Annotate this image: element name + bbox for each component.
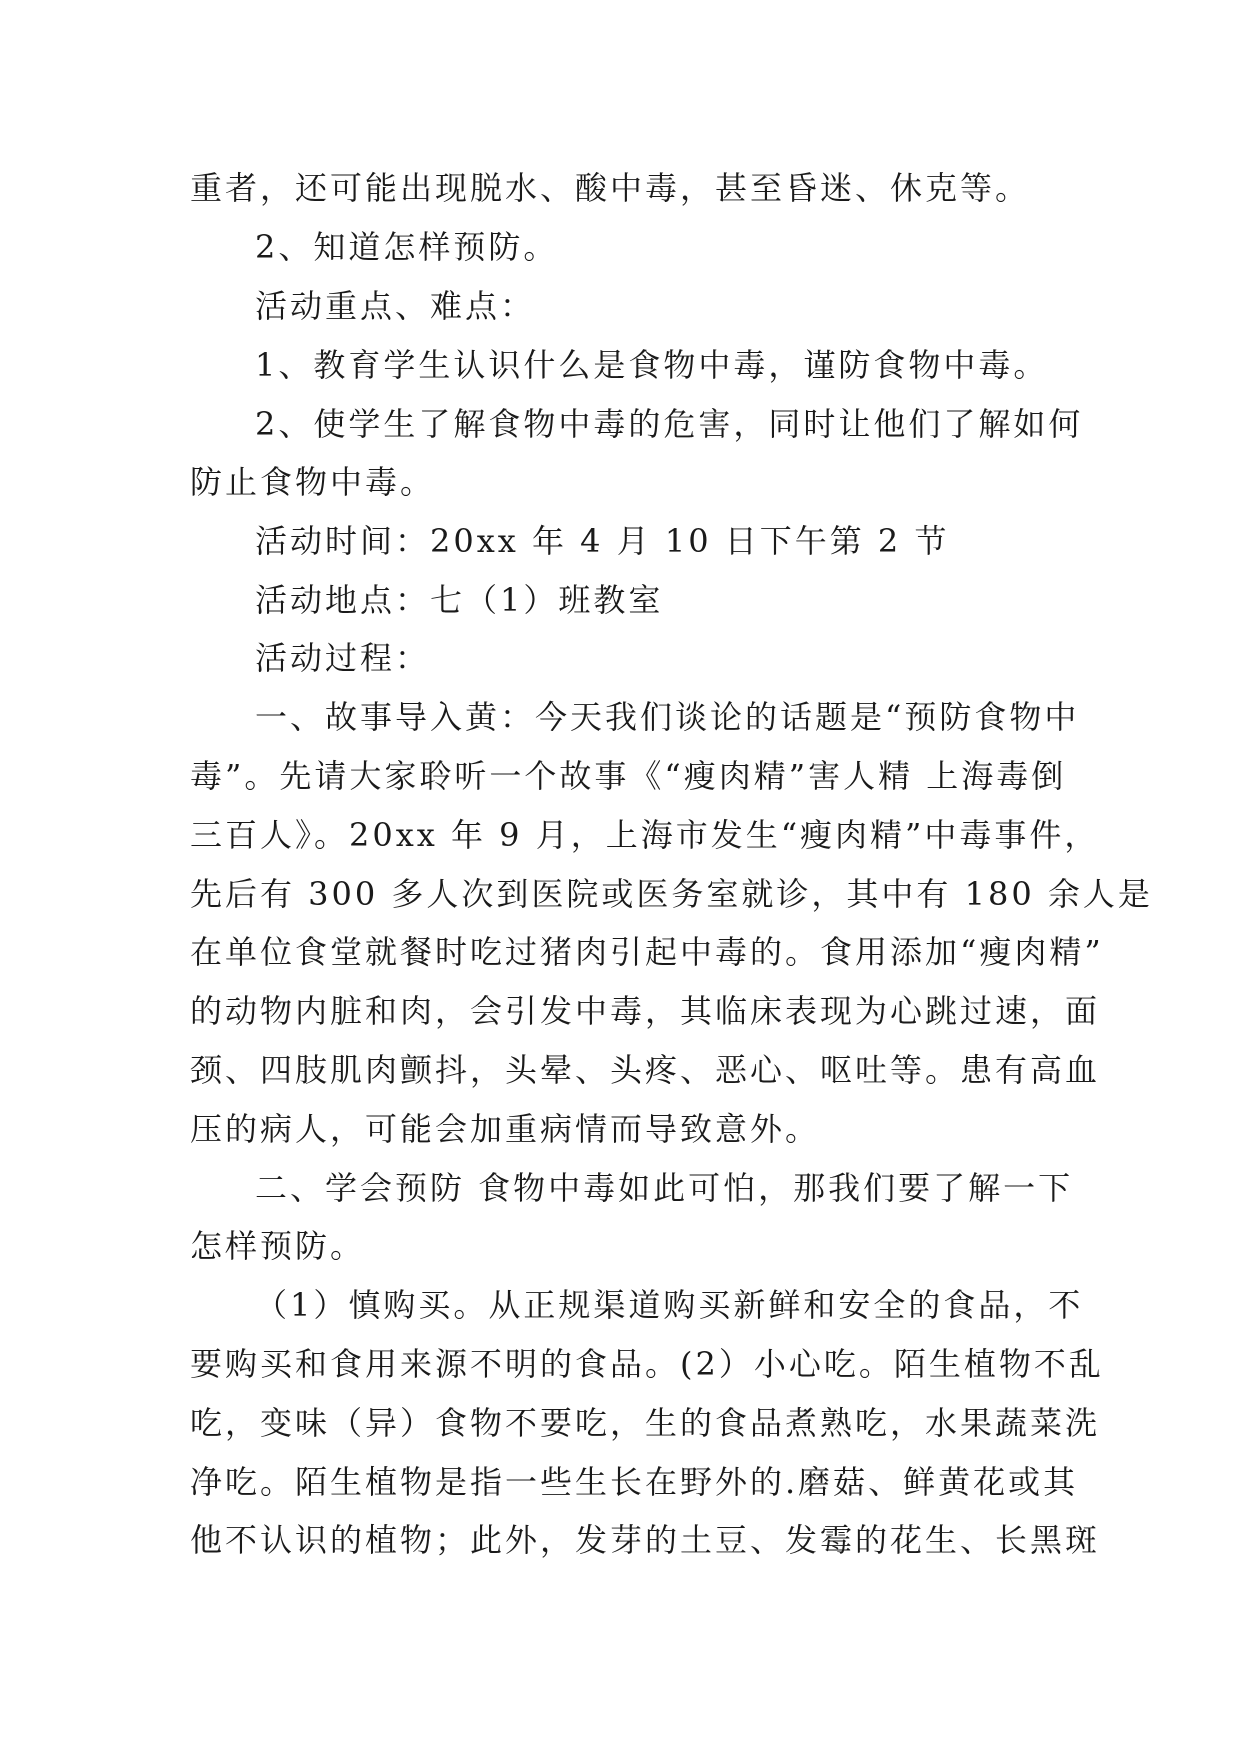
activity-location: 活动地点：七（1）班教室 [255,581,664,619]
text-line: 重者，还可能出现脱水、酸中毒，甚至昏迷、休克等。 [190,169,1031,207]
text-line: 2、使学生了解食物中毒的危害，同时让他们了解如何 [255,405,1084,443]
text-line: 防止食物中毒。 [190,463,436,501]
text-line: （1）慎购买。从正规渠道购买新鲜和安全的食品，不 [255,1286,1084,1324]
text-line: 怎样预防。 [190,1227,366,1265]
activity-time: 活动时间：20xx 年 4 月 10 日下午第 2 节 [255,522,950,560]
section-heading: 活动重点、难点： [255,287,536,325]
text-line: 三百人》。20xx 年 9 月，上海市发生“瘦肉精”中毒事件， [190,816,1100,854]
text-line: 吃，变味（异）食物不要吃，生的食品煮熟吃，水果蔬菜洗 [190,1404,1101,1442]
text-line: 毒”。先请大家聆听一个故事《“瘦肉精”害人精 上海毒倒 [190,757,1067,795]
text-line: 净吃。陌生植物是指一些生长在野外的.磨菇、鲜黄花或其 [190,1463,1079,1501]
text-line: 的动物内脏和肉，会引发中毒，其临床表现为心跳过速，面 [190,992,1101,1030]
text-line: 压的病人，可能会加重病情而导致意外。 [190,1110,821,1148]
text-line: 他不认识的植物；此外，发芽的土豆、发霉的花生、长黑斑 [190,1521,1101,1559]
text-line: 2、知道怎样预防。 [255,228,559,266]
text-line: 二、学会预防 食物中毒如此可怕，那我们要了解一下 [255,1169,1074,1207]
text-line: 1、教育学生认识什么是食物中毒，谨防食物中毒。 [255,346,1049,384]
text-line: 一、故事导入黄：今天我们谈论的话题是“预防食物中 [255,698,1080,736]
section-heading: 活动过程： [255,639,431,677]
text-line: 先后有 300 多人次到医院或医务室就诊，其中有 180 余人是 [190,875,1153,913]
text-line: 在单位食堂就餐时吃过猪肉引起中毒的。食用添加“瘦肉精” [190,933,1104,971]
text-line: 要购买和食用来源不明的食品。(2）小心吃。陌生植物不乱 [190,1345,1104,1383]
text-line: 颈、四肢肌肉颤抖，头晕、头疼、恶心、呕吐等。患有高血 [190,1051,1101,1089]
